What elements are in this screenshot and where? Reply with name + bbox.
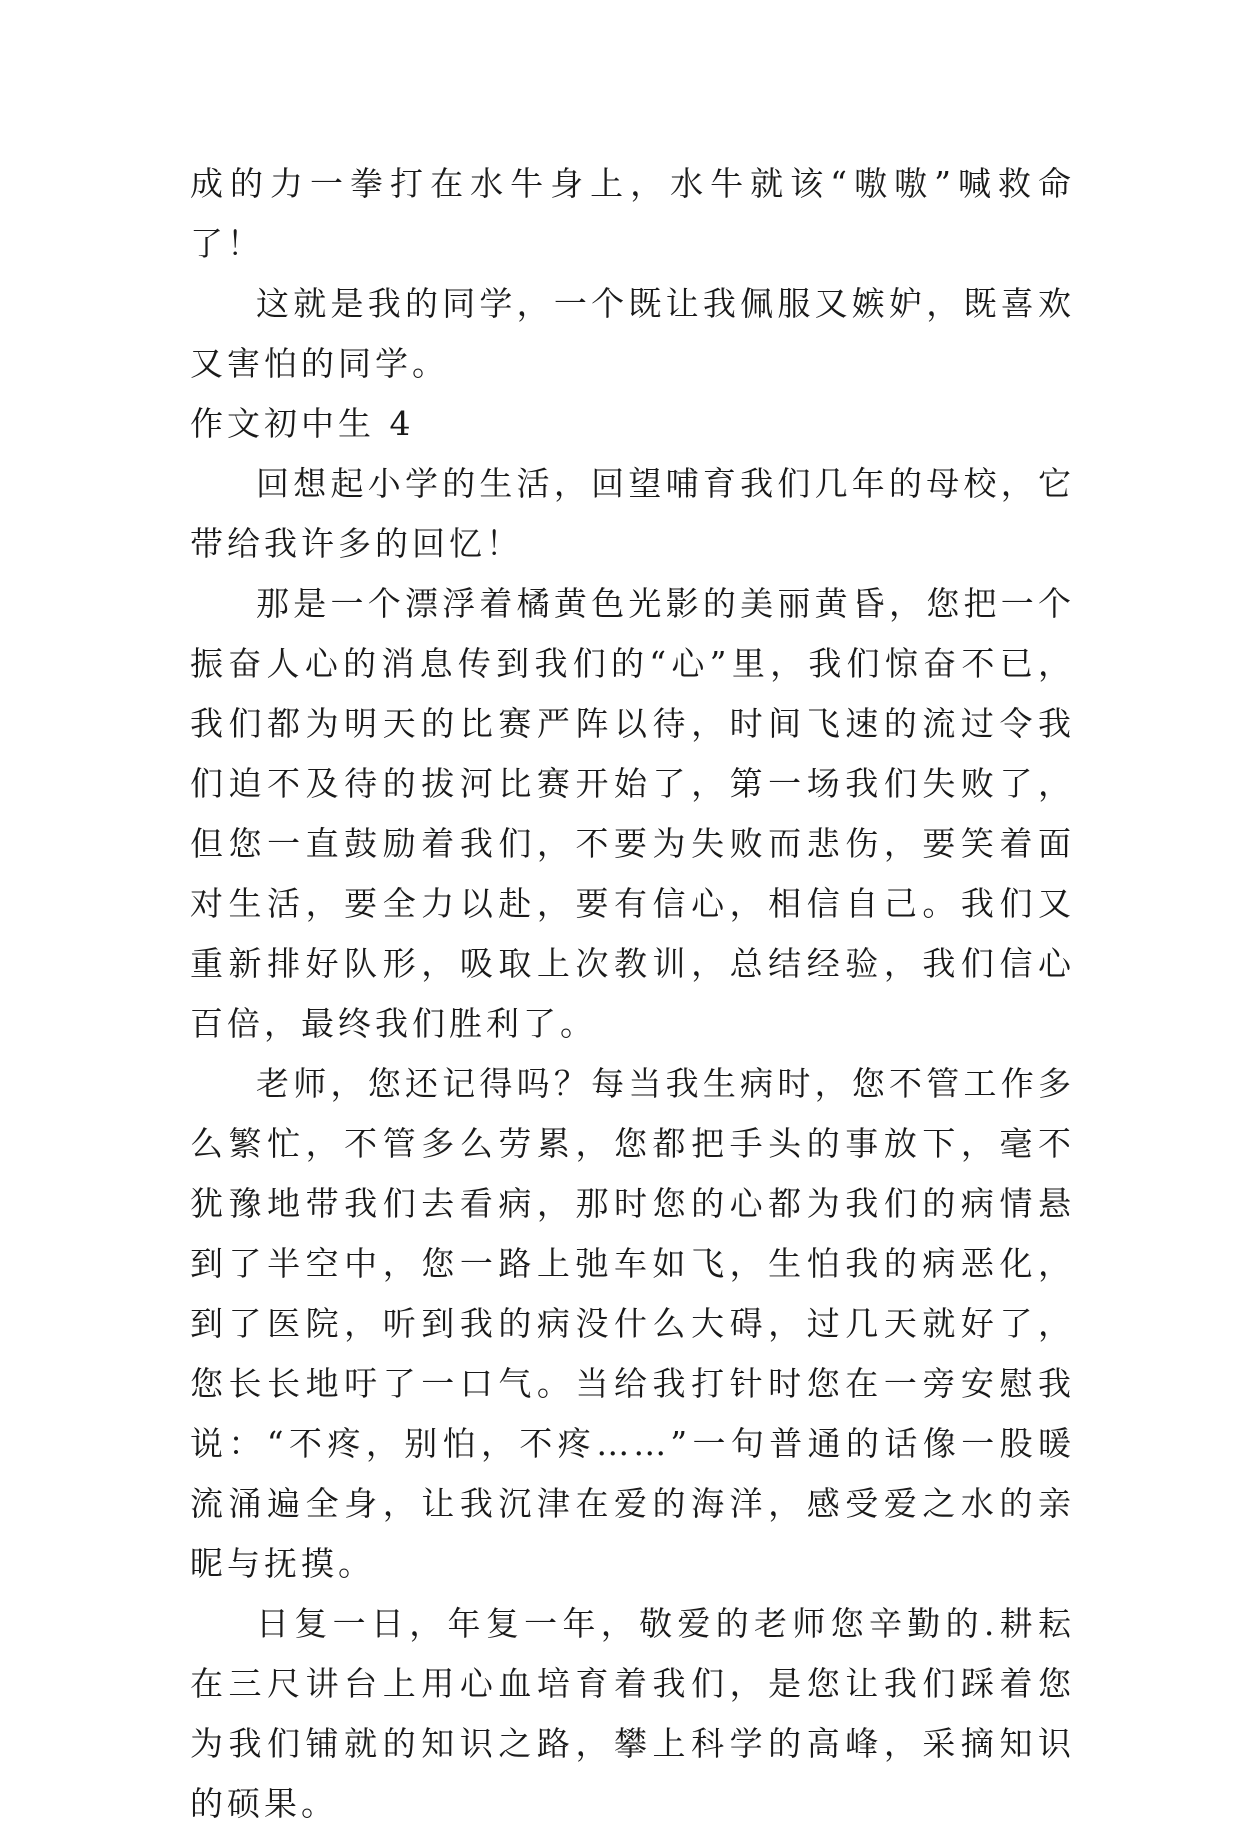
body-paragraph: 老师，您还记得吗？每当我生病时，您不管工作多么繁忙，不管多么劳累，您都把手头的事放下，毫不犹豫地带我们去看病，那时您的心都为我们的病情悬到了半空中，您一路上弛车如飞，生怕我的病恶化，到了医院，听到我的病没什么大碍，过几天就好了，您长长地吁了一口气。当给我打针时您在一旁安慰我说：“不疼，别怕，不疼……”一句普通的话像一股暖流涌遍全身，让我沉津在爱的海洋，感受爱之水的亲昵与抚摸。 <box>190 1064 1075 1583</box>
document-body <box>190 154 1075 1834</box>
body-paragraph: 日复一日，年复一年，敬爱的老师您辛勤的.耕耘在三尺讲台上用心血培育着我们，是您让我们踩着您为我们铺就的知识之路，攀上科学的高峰，采摘知识的硕果。 <box>190 1604 1075 1823</box>
body-paragraph: 那是一个漂浮着橘黄色光影的美丽黄昏，您把一个振奋人心的消息传到我们的“心”里，我们惊奋不已，我们都为明天的比赛严阵以待，时间飞速的流过令我们迫不及待的拔河比赛开始了，第一场我们失败了，但您一直鼓励着我们，不要为失败而悲伤，要笑着面对生活，要全力以赴，要有信心，相信自己。我们又重新排好队形，吸取上次教训，总结经验，我们信心百倍，最终我们胜利了。 <box>190 584 1075 1043</box>
section-title: 作文初中生 4 <box>190 404 415 443</box>
intro-closing-paragraph: 这就是我的同学，一个既让我佩服又嫉妒，既喜欢又害怕的同学。 <box>190 284 1075 383</box>
body-paragraph: 回想起小学的生活，回望哺育我们几年的母校，它带给我许多的回忆！ <box>190 464 1075 563</box>
intro-continuation-paragraph: 成的力一拳打在水牛身上，水牛就该“嗷嗷”喊救命了！ <box>190 164 1075 263</box>
